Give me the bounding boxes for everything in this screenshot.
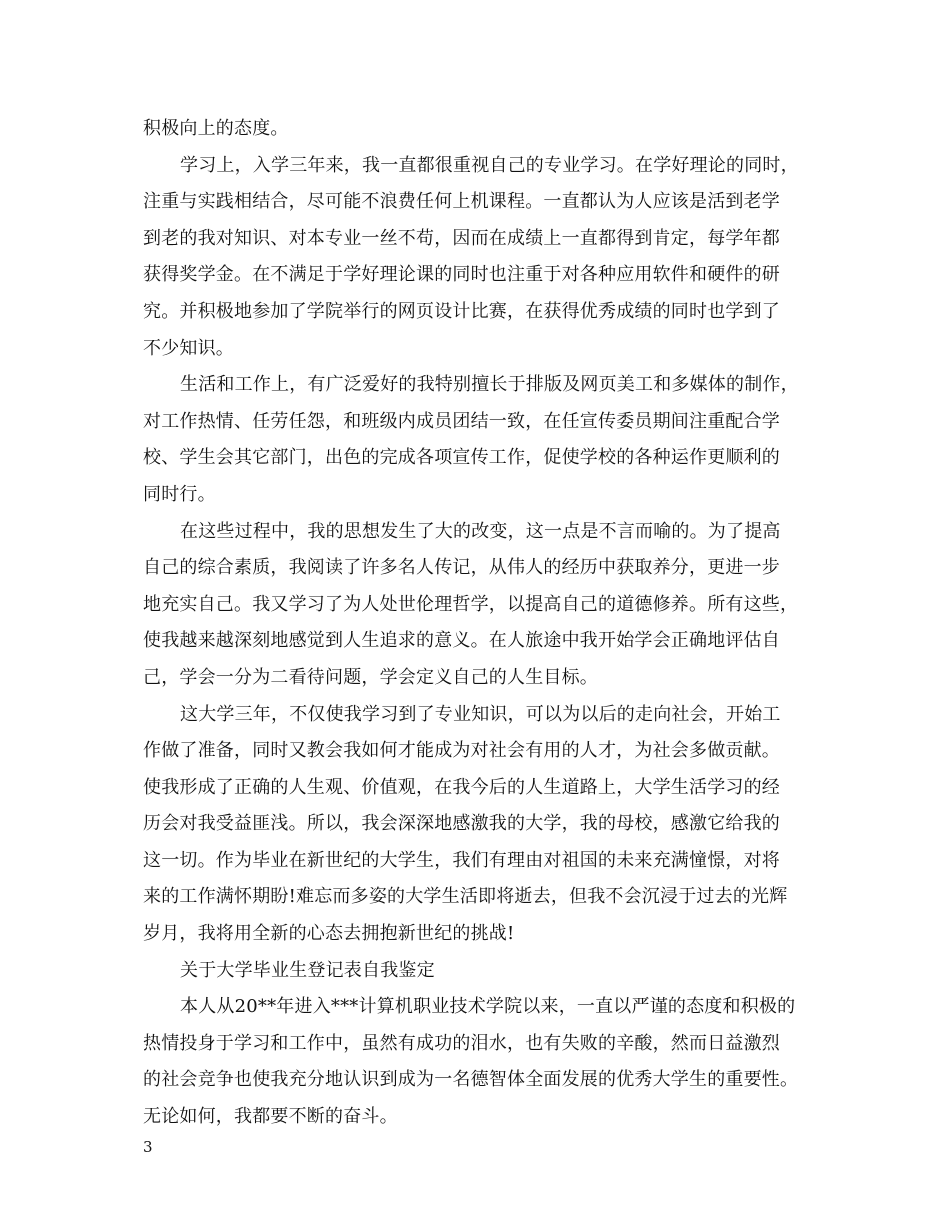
text-line: 到老的我对知识、对本专业一丝不苟，因而在成绩上一直都得到肯定，每学年都	[143, 227, 780, 249]
paragraph-start-line: 这大学三年，不仅使我学习到了专业知识，可以为以后的走向社会，开始工	[180, 703, 781, 725]
text-line: 不少知识。	[143, 337, 234, 359]
paragraph-start-line: 在这些过程中，我的思想发生了大的改变，这一点是不言而喻的。为了提高	[180, 520, 781, 542]
text-line: 己，学会一分为二看待问题，学会定义自己的人生目标。	[143, 666, 598, 688]
text-line: 这一切。作为毕业在新世纪的大学生，我们有理由对祖国的未来充满憧憬，对将	[143, 849, 780, 871]
text-line: 获得奖学金。在不满足于学好理论课的同时也注重于对各种应用软件和硬件的研	[143, 264, 780, 286]
text-line: 作做了准备，同时又教会我如何才能成为对社会有用的人才，为社会多做贡献。	[143, 740, 780, 762]
text-line: 究。并积极地参加了学院举行的网页设计比赛，在获得优秀成绩的同时也学到了	[143, 300, 780, 322]
text-line: 同时行。	[143, 483, 216, 505]
text-line: 岁月，我将用全新的心态去拥抱新世纪的挑战!	[143, 923, 515, 945]
text-line: 热情投身于学习和工作中，虽然有成功的泪水，也有失败的辛酸，然而日益激烈	[143, 1032, 780, 1054]
text-line: 对工作热情、任劳任怨，和班级内成员团结一致，在任宣传委员期间注重配合学	[143, 410, 780, 432]
document-body	[143, 111, 825, 1136]
text-line: 自己的综合素质，我阅读了许多名人传记，从伟人的经历中获取养分，更进一步	[143, 557, 780, 579]
paragraph-start-line: 本人从20**年进入***计算机职业技术学院以来，一直以严谨的态度和积极的	[180, 996, 796, 1018]
paragraph-start-line: 学习上，入学三年来，我一直都很重视自己的专业学习。在学好理论的同时，	[180, 154, 799, 176]
text-line: 无论如何，我都要不断的奋斗。	[143, 1106, 398, 1128]
text-line: 使我形成了正确的人生观、价值观，在我今后的人生道路上，大学生活学习的经	[143, 776, 780, 798]
text-line: 使我越来越深刻地感觉到人生追求的意义。在人旅途中我开始学会正确地评估自	[143, 630, 780, 652]
page-number: 3	[143, 1138, 153, 1156]
text-line: 的社会竞争也使我充分地认识到成为一名德智体全面发展的优秀大学生的重要性。	[143, 1069, 799, 1091]
text-line: 来的工作满怀期盼!难忘而多姿的大学生活即将逝去，但我不会沉浸于过去的光辉	[143, 886, 788, 908]
text-line: 地充实自己。我又学习了为人处世伦理哲学，以提高自己的道德修养。所有这些，	[143, 593, 799, 615]
text-line: 积极向上的态度。	[143, 118, 289, 139]
text-line: 历会对我受益匪浅。所以，我会深深地感激我的大学，我的母校，感激它给我的	[143, 813, 780, 835]
paragraph-start-line: 生活和工作上，有广泛爱好的我特别擅长于排版及网页美工和多媒体的制作，	[180, 374, 799, 396]
text-line: 校、学生会其它部门，出色的完成各项宣传工作，促使学校的各种运作更顺利的	[143, 447, 780, 469]
text-line: 注重与实践相结合，尽可能不浪费任何上机课程。一直都认为人应该是活到老学	[143, 191, 780, 213]
section-heading: 关于大学毕业生登记表自我鉴定	[180, 959, 435, 981]
